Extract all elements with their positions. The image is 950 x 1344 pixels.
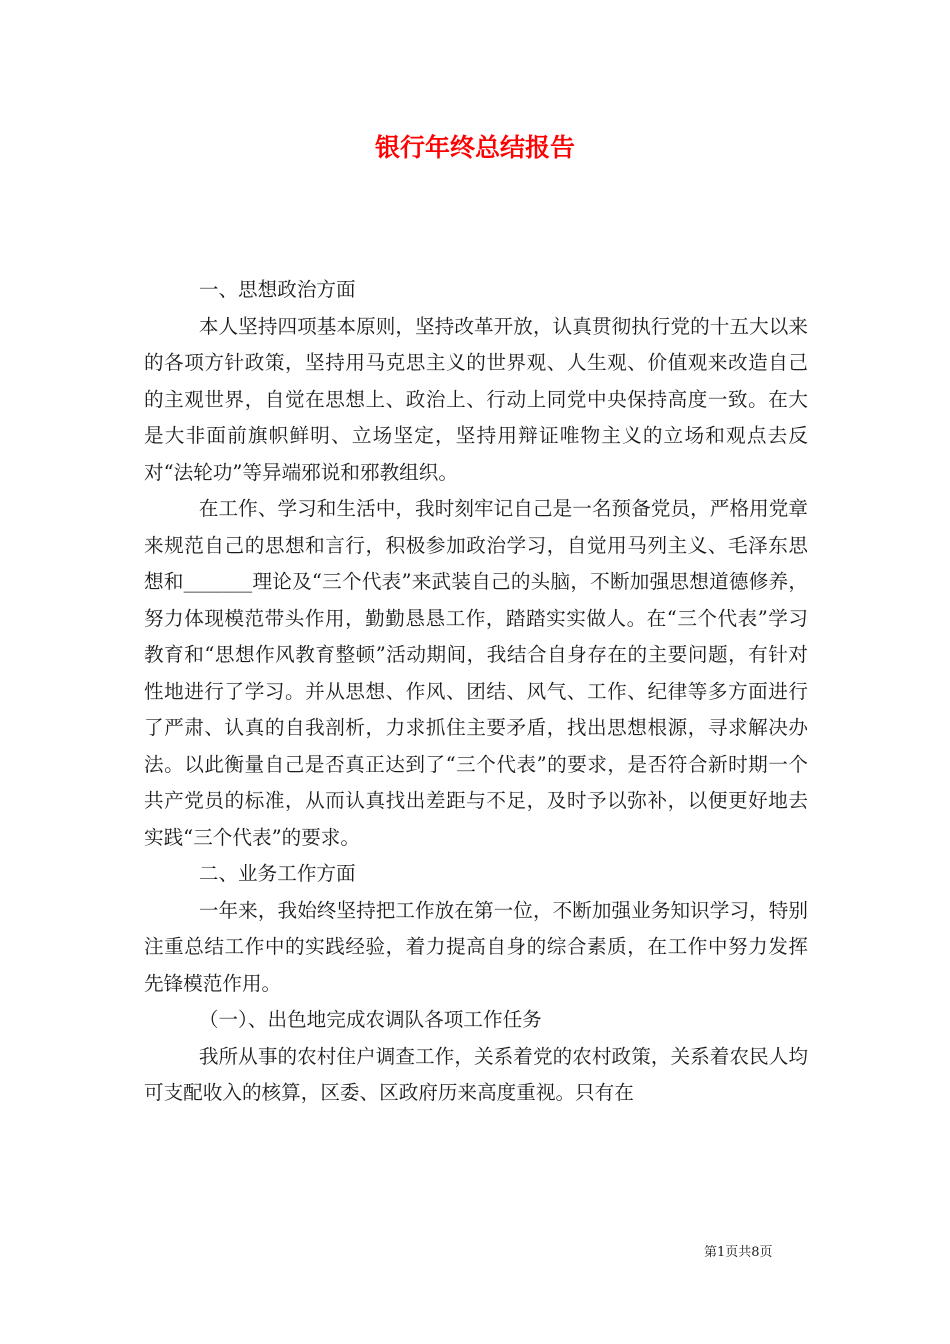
paragraph: 在工作、学习和生活中，我时刻牢记自己是一名预备党员，严格用党章来规范自己的思想和言行，积极参加政治学习，自觉用马列主义、毛泽东思想和_______理论及“三个代表”来武装自己的头脑，不断加强思想道德修养，努力体现模范带头作用，勤勤恳恳工作，踏踏实实做人。在“三个代表”学习教育和“思想作风教育整顿”活动期间，我结合自身存在的主要问题，有针对性地进行了学习。并从思想、作风、团结、风气、工作、纪律等多方面进行了严肃、认真的自我剖析，力求抓住主要矛盾，找出思想根源，寻求解决办法。以此衡量自己是否真正达到了“三个代表”的要求，是否符合新时期一个共产党员的标准，从而认真找出差距与不足，及时予以弥补，以便更好地去实践“三个代表”的要求。 — [144, 497, 808, 849]
paragraph: 一年来，我始终坚持把工作放在第一位，不断加强业务知识学习，特别注重总结工作中的实践经验，着力提高自身的综合素质，在工作中努力发挥先锋模范作用。 — [144, 898, 808, 995]
paragraph: 我所从事的农村住户调查工作，关系着党的农村政策，关系着农民人均可支配收入的核算，区委、区政府历来高度重视。只有在 — [144, 1044, 808, 1104]
page-number: 第1页共8页 — [704, 1245, 773, 1260]
section-heading: 一、思想政治方面 — [198, 278, 356, 301]
section-heading: 二、业务工作方面 — [198, 862, 356, 885]
document-title: 银行年终总结报告 — [374, 133, 575, 162]
subsection-heading: （一）、出色地完成农调队各项工作任务 — [198, 1008, 542, 1031]
document-body — [144, 272, 808, 1112]
paragraph: 本人坚持四项基本原则，坚持改革开放，认真贯彻执行党的十五大以来的各项方针政策，坚持用马克思主义的世界观、人生观、价值观来改造自己的主观世界，自觉在思想上、政治上、行动上同党中央保持高度一致。在大是大非面前旗帜鲜明、立场坚定，坚持用辩证唯物主义的立场和观点去反对“法轮功”等异端邪说和邪教组织。 — [144, 314, 808, 484]
